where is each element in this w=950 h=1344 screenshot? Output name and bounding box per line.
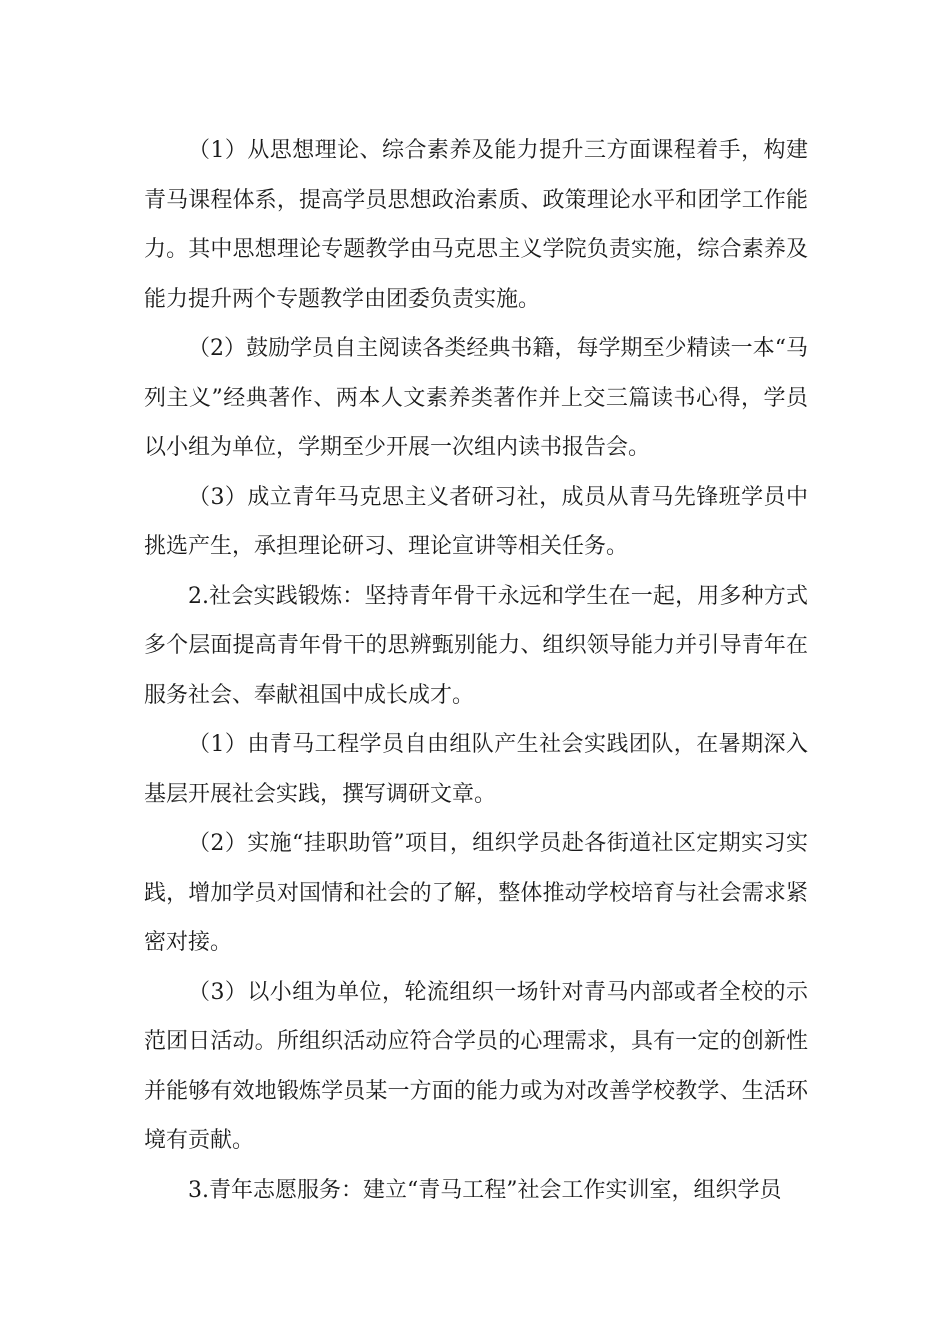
paragraph-league-day-activity: （3）以小组为单位，轮流组织一场针对青马内部或者全校的示范团日活动。所组织活动应符合学员的心理需求，具有一定的创新性并能够有效地锻炼学员某一方面的能力或为对改善学校教学、生活环境有贡献。 [144,979,808,1153]
document-body [144,126,808,1215]
paragraph-volunteer-service-heading: 3.青年志愿服务：建立“青马工程”社会工作实训室，组织学员 [188,1177,782,1203]
paragraph-practice-teams: （1）由青马工程学员自由组队产生社会实践团队，在暑期深入基层开展社会实践，撰写调研文章。 [144,732,808,807]
paragraph-study-society: （3）成立青年马克思主义者研习社，成员从青马先锋班学员中挑选产生，承担理论研习、理论宣讲等相关任务。 [144,484,808,559]
paragraph-course-system: （1）从思想理论、综合素养及能力提升三方面课程着手，构建青马课程体系，提高学员思想政治素质、政策理论水平和团学工作能力。其中思想理论专题教学由马克思主义学院负责实施，综合素养及能力提升两个专题教学由团委负责实施。 [144,138,808,312]
paragraph-reading-classics: （2）鼓励学员自主阅读各类经典书籍，每学期至少精读一本“马列主义”经典著作、两本人文素养类著作并上交三篇读书心得，学员以小组为单位，学期至少开展一次组内读书报告会。 [144,336,808,460]
paragraph-internship-project: （2）实施“挂职助管”项目，组织学员赴各街道社区定期实习实践，增加学员对国情和社会的了解，整体推动学校培育与社会需求紧密对接。 [144,831,808,955]
paragraph-social-practice-heading: 2.社会实践锻炼：坚持青年骨干永远和学生在一起，用多种方式多个层面提高青年骨干的思辨甄别能力、组织领导能力并引导青年在服务社会、奉献祖国中成长成才。 [144,583,808,708]
